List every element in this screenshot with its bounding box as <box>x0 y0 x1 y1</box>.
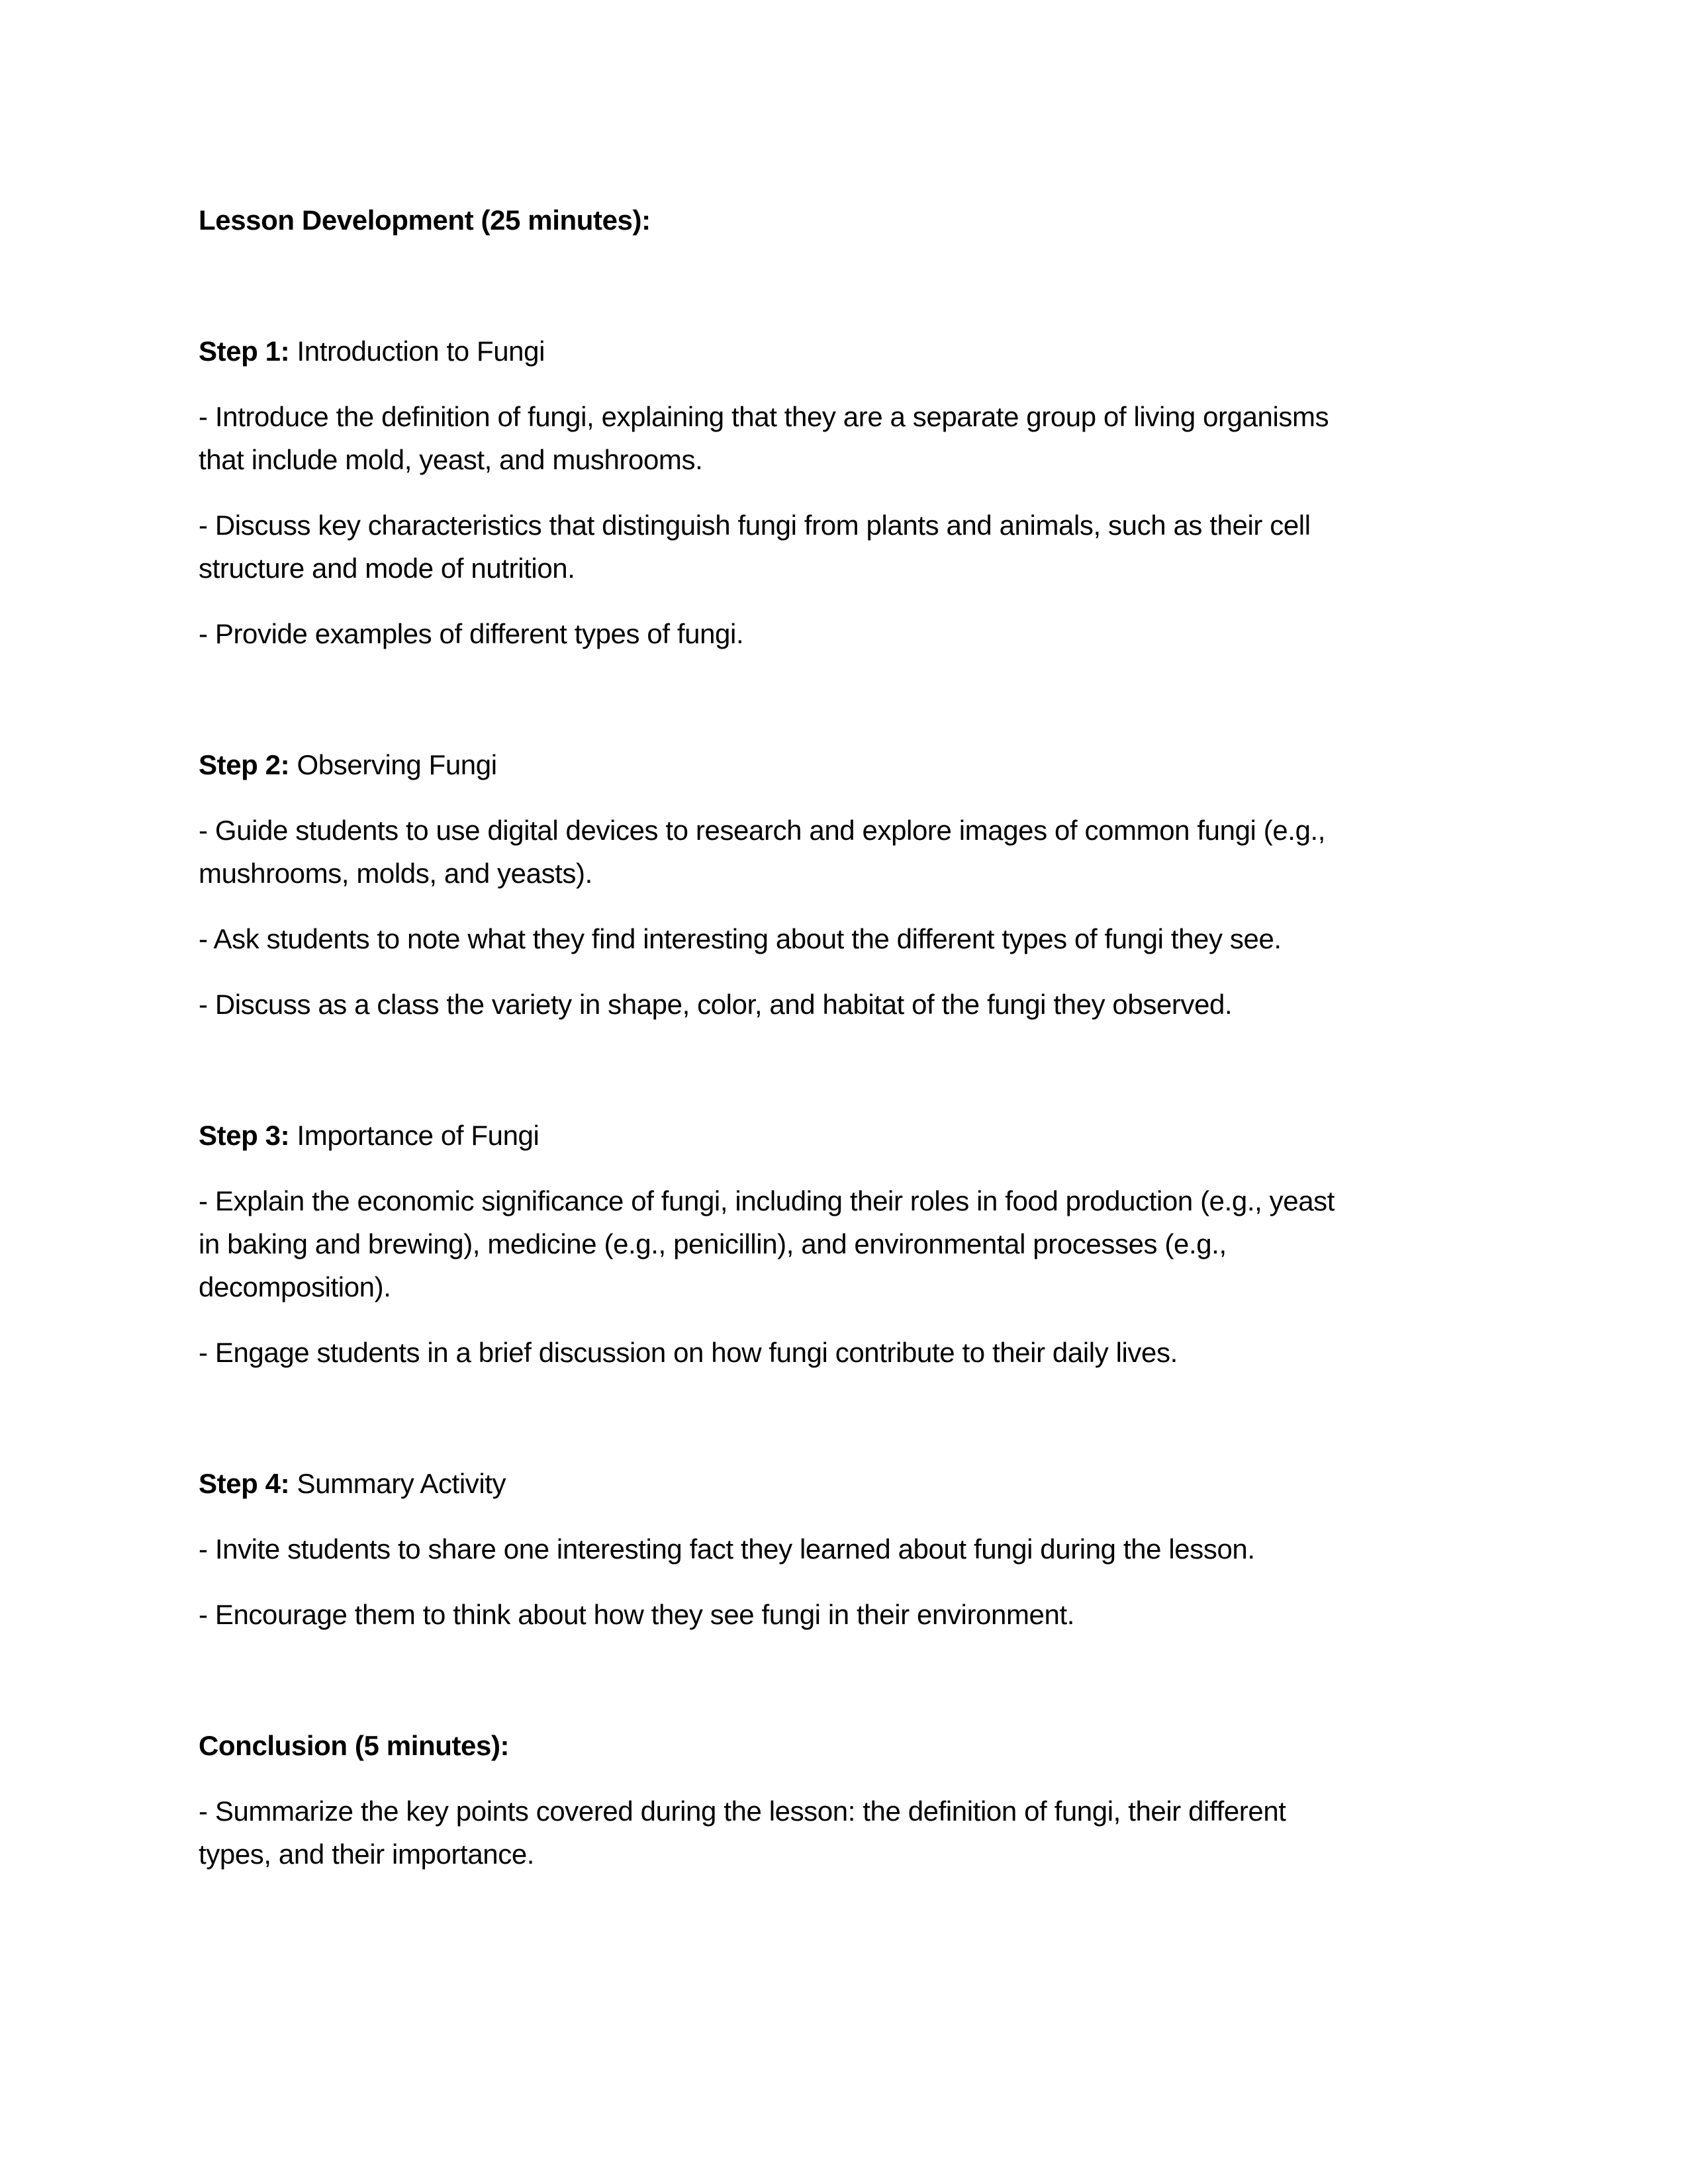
text-line: - Discuss key characteristics that distinguish fungi from plants and animals, such as their cell <box>199 510 1311 541</box>
heading-text: Summary Activity <box>289 1468 506 1499</box>
body-paragraph <box>199 809 1489 895</box>
step-2-heading <box>199 743 1489 786</box>
paragraph-spacer <box>199 1659 1489 1724</box>
text-line: types, and their importance. <box>199 1839 535 1870</box>
heading-line <box>199 743 1489 786</box>
text-line: structure and mode of nutrition. <box>199 553 575 584</box>
text-line: that include mold, yeast, and mushrooms. <box>199 444 703 475</box>
text-line: - Invite students to share one interesting fact they learned about fungi during the lesson. <box>199 1533 1255 1565</box>
paragraph-spacer <box>199 1396 1489 1462</box>
paragraph-spacer <box>199 678 1489 743</box>
heading-text: Lesson Development (25 minutes): <box>199 205 651 236</box>
text-line: - Introduce the definition of fungi, explaining that they are a separate group of living organisms <box>199 401 1329 432</box>
heading-line <box>199 1114 1489 1157</box>
heading-line <box>199 330 1489 373</box>
body-paragraph <box>199 1790 1489 1876</box>
step-label: Step 3: <box>199 1120 290 1151</box>
text-line: in baking and brewing), medicine (e.g., penicillin), and environmental processes (e.g., <box>199 1228 1227 1259</box>
body-paragraph <box>199 983 1489 1026</box>
text-line: - Discuss as a class the variety in shape, color, and habitat of the fungi they observed. <box>199 989 1233 1020</box>
text-line: - Engage students in a brief discussion on how fungi contribute to their daily lives. <box>199 1337 1178 1368</box>
text-line: - Guide students to use digital devices to research and explore images of common fungi (e.g., <box>199 815 1326 846</box>
step-3-heading <box>199 1114 1489 1157</box>
body-paragraph <box>199 1593 1489 1636</box>
text-line: decomposition). <box>199 1271 391 1302</box>
text-line: - Provide examples of different types of fungi. <box>199 618 744 649</box>
step-label: Step 2: <box>199 749 290 780</box>
section-heading-conclusion <box>199 1724 1489 1767</box>
body-paragraph <box>199 1331 1489 1374</box>
body-paragraph <box>199 1527 1489 1570</box>
paragraph-spacer <box>199 264 1489 330</box>
body-paragraph <box>199 1179 1489 1308</box>
step-label: Step 1: <box>199 336 290 367</box>
step-label: Step 4: <box>199 1468 290 1499</box>
paragraph-spacer <box>199 1048 1489 1114</box>
heading-text: Observing Fungi <box>289 749 497 780</box>
step-1-heading <box>199 330 1489 373</box>
body-paragraph <box>199 395 1489 481</box>
text-line: mushrooms, molds, and yeasts). <box>199 858 592 889</box>
body-paragraph <box>199 504 1489 590</box>
text-line: - Encourage them to think about how they see fungi in their environment. <box>199 1599 1074 1630</box>
text-line: - Summarize the key points covered during the lesson: the definition of fungi, their different <box>199 1796 1286 1827</box>
heading-text: Importance of Fungi <box>289 1120 539 1151</box>
heading-text: Introduction to Fungi <box>289 336 545 367</box>
document-content <box>199 199 1489 1898</box>
body-paragraph <box>199 917 1489 960</box>
section-heading-lesson-development <box>199 199 1489 242</box>
text-line: - Ask students to note what they find interesting about the different types of fungi they see. <box>199 923 1282 954</box>
body-paragraph <box>199 612 1489 655</box>
text-line: - Explain the economic significance of fungi, including their roles in food production (e.g., yeast <box>199 1185 1335 1216</box>
step-4-heading <box>199 1462 1489 1505</box>
heading-text: Conclusion (5 minutes): <box>199 1730 510 1761</box>
heading-line <box>199 1462 1489 1505</box>
